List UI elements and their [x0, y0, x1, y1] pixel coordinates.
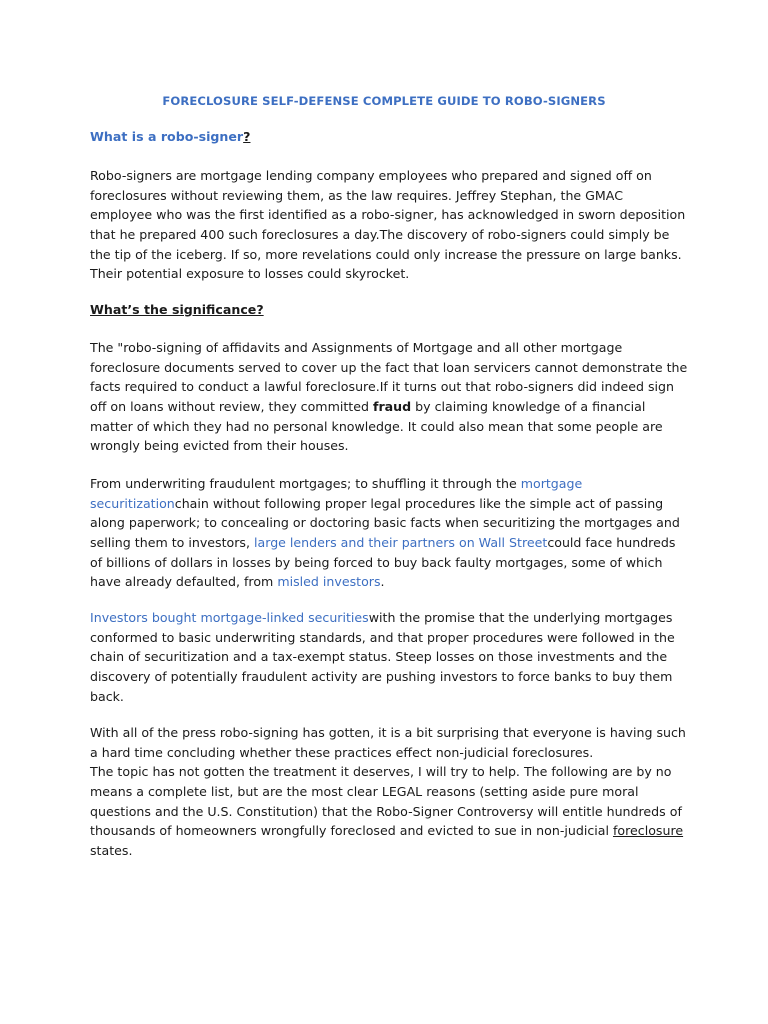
paragraph-line: questions and the U.S. Constitution) that the Robo-Signer Controversy will entitle hundreds of: [90, 803, 682, 819]
paragraph-line: Robo-signers are mortgage lending company employees who prepared and signed off on: [90, 168, 652, 183]
wall-street-lenders-link[interactable]: large lenders and their partners on Wall Street: [254, 535, 548, 551]
paragraph-press: [90, 723, 690, 861]
section-heading-significance: What’s the significance?: [90, 302, 264, 317]
paragraph-line: that he prepared 400 such foreclosures a day.The discovery of robo-signers could simply be: [90, 227, 670, 243]
paragraph-line: [90, 533, 690, 553]
paragraph-line: employee who was the first identified as a robo-signer, has acknowledged in sworn deposition: [90, 207, 686, 223]
text-run: off on loans without review, they committed: [90, 399, 373, 415]
text-run: .: [380, 574, 385, 590]
paragraph-line: chain of securitization and a tax-exempt status. Steep losses on those investments and the: [90, 649, 668, 665]
text-run: have already defaulted, from: [90, 574, 278, 590]
paragraph-investors: [90, 608, 690, 706]
paragraph-line: The "robo-signing of affidavits and Assignments of Mortgage and all other mortgage: [90, 340, 623, 355]
section-heading-robo-signer: [90, 129, 250, 144]
paragraph-line: With all of the press robo-signing has gotten, it is a bit surprising that everyone is having such: [90, 725, 686, 740]
paragraph-line: [90, 572, 690, 592]
section-heading-text: What is a robo-signer: [90, 129, 244, 144]
document-title: FORECLOSURE SELF-DEFENSE COMPLETE GUIDE TO ROBO-SIGNERS: [162, 94, 606, 108]
text-run: From underwriting fraudulent mortgages; to shuffling it through the: [90, 476, 521, 491]
paragraph-line: [90, 608, 690, 628]
section-heading-question-mark: ?: [243, 129, 251, 144]
paragraph-line: along paperwork; to concealing or doctoring basic facts when securitizing the mortgages and: [90, 515, 680, 531]
text-run: could face hundreds: [547, 535, 676, 551]
paragraph-line: The topic has not gotten the treatment it deserves, I will try to help. The following are by no: [90, 764, 672, 780]
paragraph-underwriting: [90, 474, 690, 592]
text-run: with the promise that the underlying mortgages: [368, 610, 673, 625]
text-run: chain without following proper legal procedures like the simple act of passing: [174, 495, 664, 511]
paragraph-line: wrongly being evicted from their houses.: [90, 438, 349, 454]
paragraph-line: Their potential exposure to losses could skyrocket.: [90, 266, 410, 282]
text-run: by claiming knowledge of a financial: [411, 399, 646, 415]
foreclosure-link[interactable]: foreclosure: [612, 823, 684, 839]
paragraph-line: states.: [90, 843, 133, 859]
paragraph-line: matter of which they had no personal knowledge. It could also mean that some people are: [90, 418, 663, 434]
paragraph-line: the tip of the iceberg. If so, more revelations could only increase the pressure on large banks.: [90, 246, 682, 262]
fraud-emphasis: fraud: [372, 399, 412, 415]
paragraph-line: back.: [90, 688, 124, 704]
paragraph-definition: [90, 166, 690, 284]
misled-investors-link[interactable]: misled investors: [277, 574, 381, 590]
paragraph-line: discovery of potentially fraudulent activity are pushing investors to force banks to buy them: [90, 669, 673, 685]
mortgage-linked-securities-link[interactable]: Investors bought mortgage-linked securities: [90, 610, 369, 625]
text-run: selling them to investors,: [90, 535, 255, 551]
paragraph-line: of billions of dollars in losses by being forced to buy back faulty mortgages, some of which: [90, 554, 663, 570]
paragraph-line: [90, 474, 690, 494]
text-run: thousands of homeowners wrongfully foreclosed and evicted to sue in non-judicial: [90, 823, 613, 839]
paragraph-line: a hard time concluding whether these practices effect non-judicial foreclosures.: [90, 744, 594, 760]
paragraph-line: [90, 494, 690, 514]
paragraph-line: foreclosures without reviewing them, as the law requires. Jeffrey Stephan, the GMAC: [90, 187, 623, 203]
paragraph-line: [90, 821, 690, 841]
paragraph-line: conformed to basic underwriting standards, and that proper procedures were followed in the: [90, 629, 675, 645]
paragraph-line: foreclosure documents served to cover up the fact that loan servicers cannot demonstrate the: [90, 359, 688, 375]
mortgage-securitization-link[interactable]: mortgage: [520, 476, 583, 491]
paragraph-line: means a complete list, but are the most clear LEGAL reasons (setting aside pure moral: [90, 784, 639, 800]
paragraph-robo-signing: [90, 338, 690, 456]
paragraph-line: facts required to conduct a lawful foreclosure.If it turns out that robo-signers did indeed sign: [90, 379, 675, 395]
paragraph-line: [90, 397, 690, 417]
mortgage-securitization-link-cont[interactable]: securitization: [90, 495, 175, 511]
